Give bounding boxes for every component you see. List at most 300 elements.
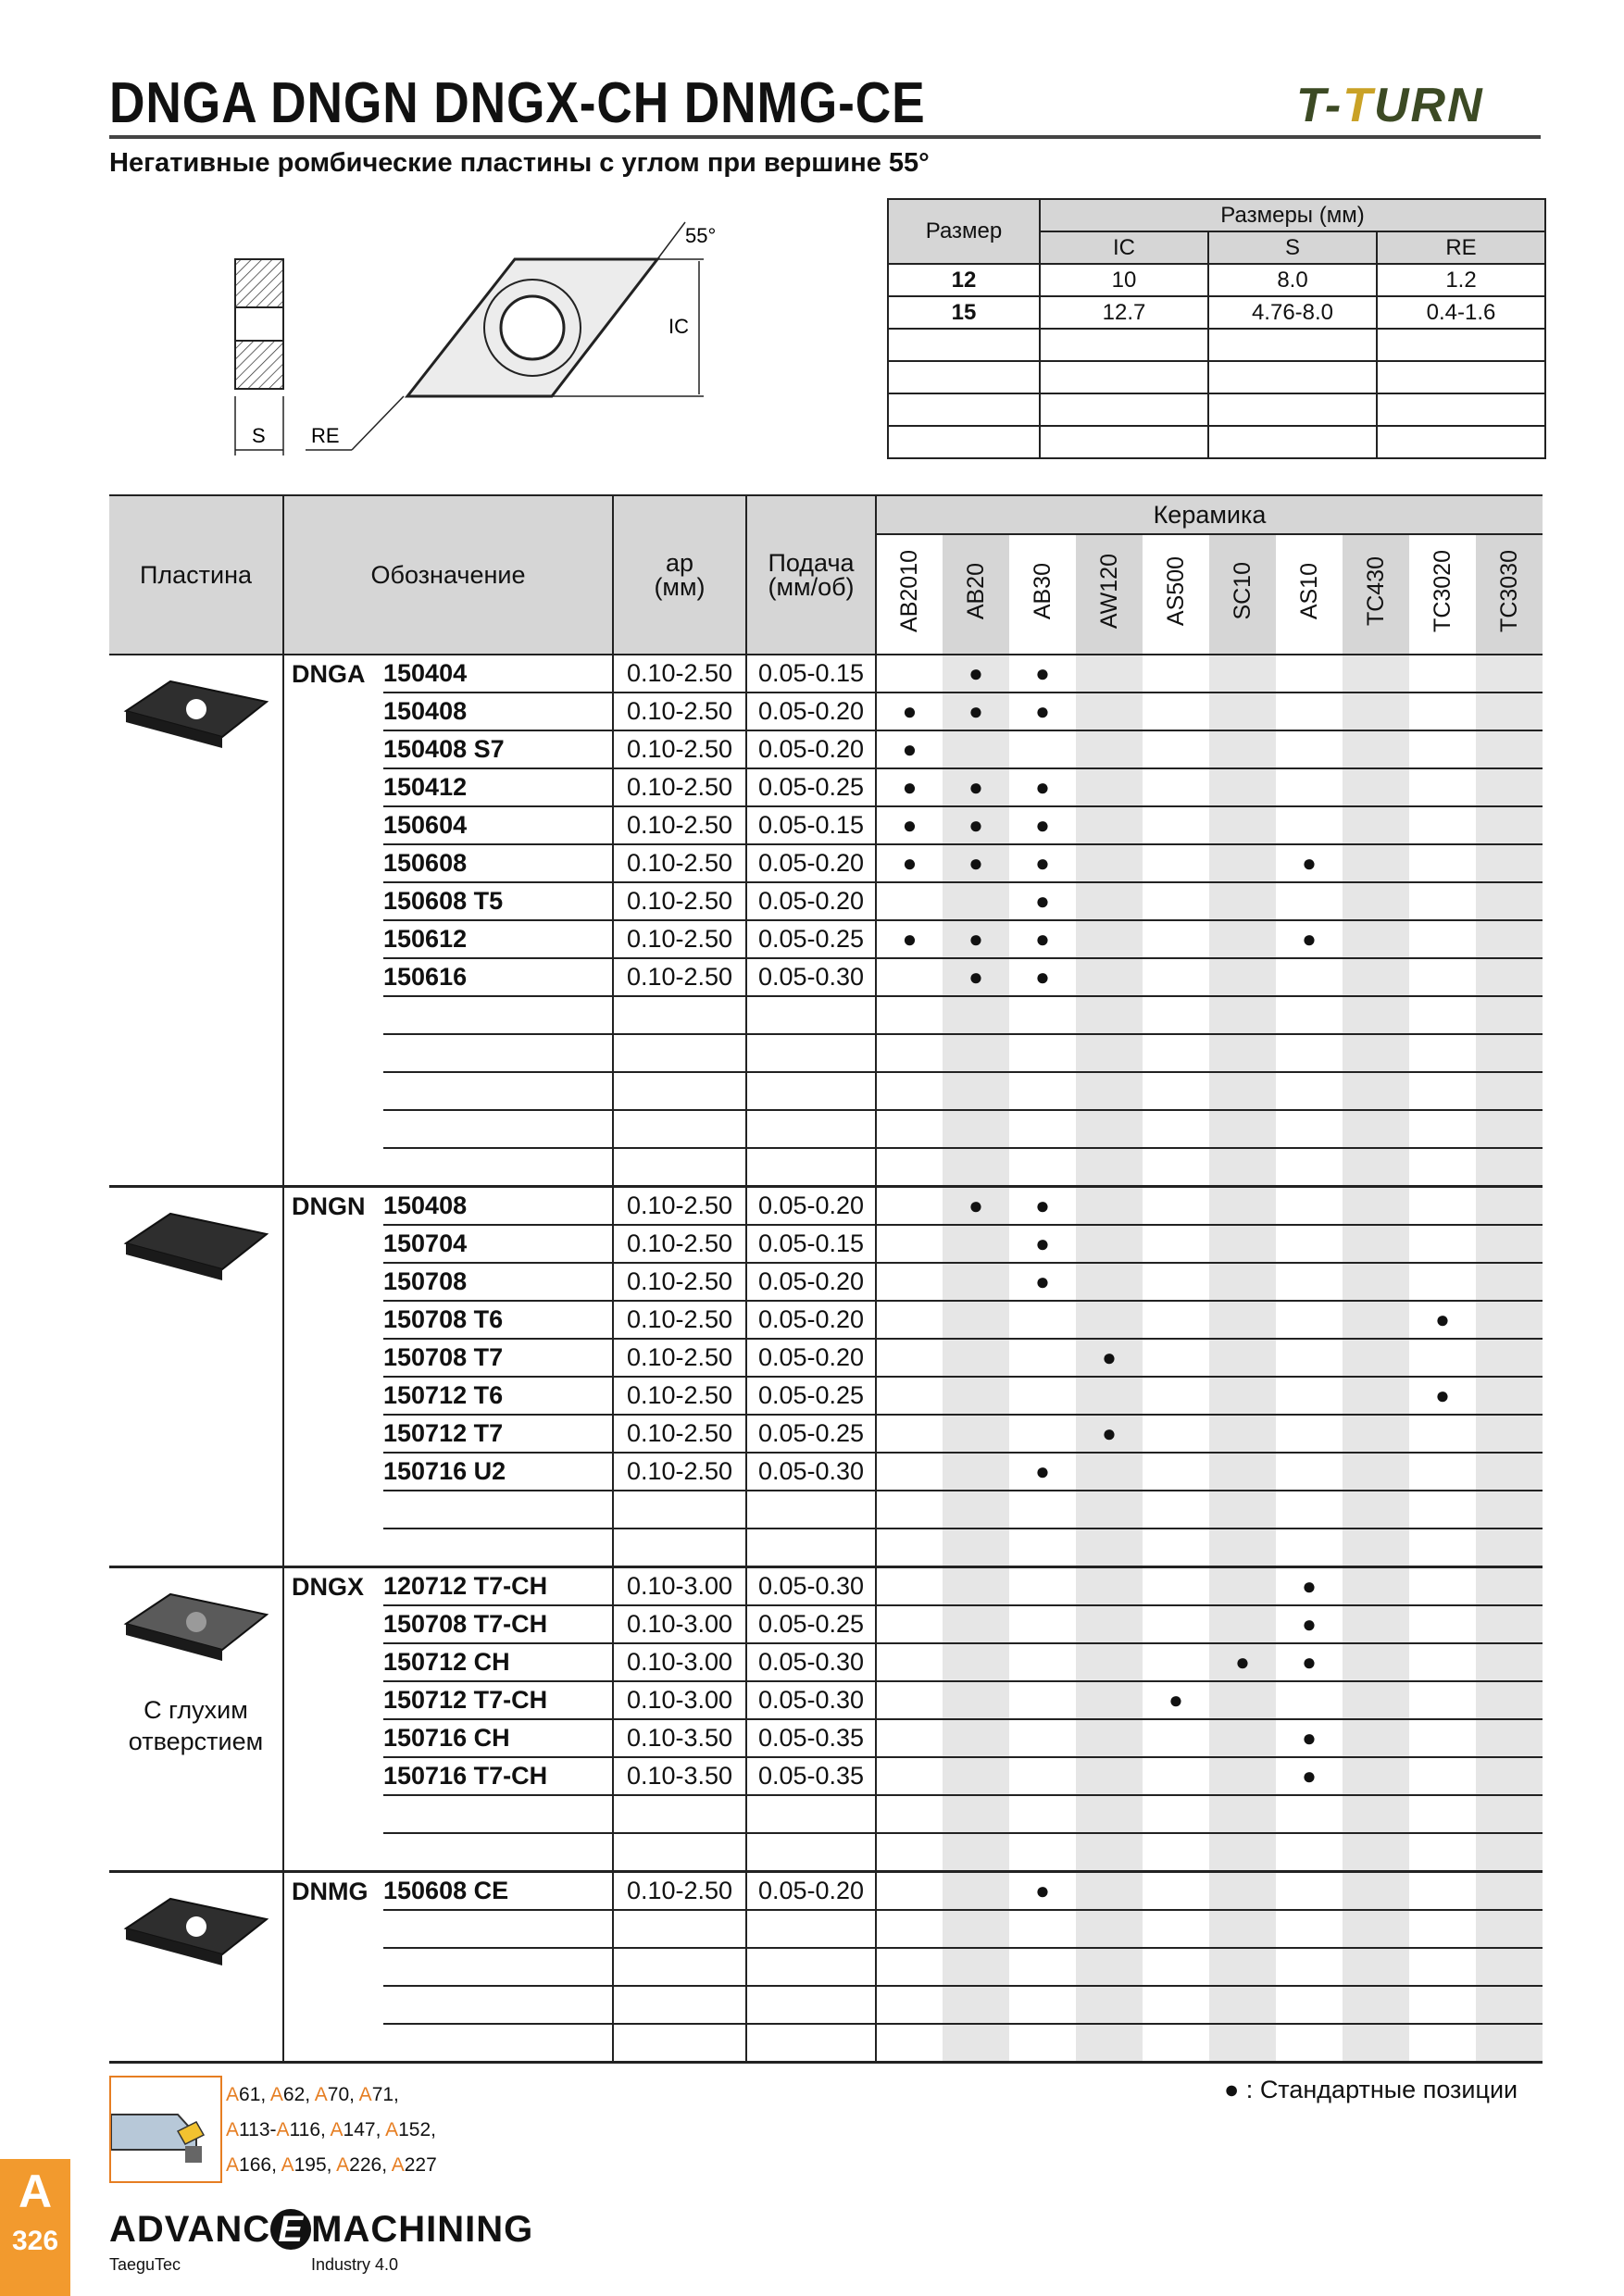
grade-cell-ab2010 (876, 1567, 943, 1606)
grade-cell-tc3030 (1476, 1529, 1543, 1567)
grade-cell-as10 (1276, 1491, 1343, 1529)
grade-cell-sc10 (1209, 768, 1276, 806)
grade-cell-ab20 (943, 1491, 1009, 1529)
grade-cell-ab2010 (876, 1034, 943, 1072)
dimensions-table (887, 198, 1546, 459)
dims-cell-ic (1040, 329, 1208, 361)
grade-cell-tc3030 (1476, 1415, 1543, 1453)
grade-cell-tc3020 (1409, 1148, 1476, 1187)
designation-cell: 150708 T6 (383, 1301, 613, 1339)
prefix-cell (283, 1263, 383, 1301)
grade-cell-tc430 (1343, 806, 1409, 844)
feed-cell: 0.05-0.25 (746, 920, 876, 958)
grade-cell-as500 (1143, 844, 1209, 882)
table-row (109, 1225, 1543, 1263)
refs-line-3: A166, A195, A226, A227 (226, 2154, 437, 2176)
grade-cell-as500 (1143, 1415, 1209, 1453)
designation-cell: 150408 S7 (383, 730, 613, 768)
ap-cell (613, 2024, 746, 2063)
standard-item-dot: ● (1076, 1339, 1143, 1377)
ref-page[interactable]: 147 (343, 2119, 376, 2140)
feed-cell: 0.05-0.20 (746, 1187, 876, 1226)
grade-cell-aw120 (1076, 1187, 1143, 1226)
grade-cell-ab20 (943, 1034, 1009, 1072)
grade-cell-tc3020 (1409, 1491, 1476, 1529)
grade-cell-ab20 (943, 1567, 1009, 1606)
refs-line-2: A113-A116, A147, A152, (226, 2119, 436, 2140)
side-view-hole (235, 307, 283, 341)
grade-cell-tc430 (1343, 1187, 1409, 1226)
grade-cell-as500 (1143, 958, 1209, 996)
table-row (109, 806, 1543, 844)
feed-cell: 0.05-0.20 (746, 1872, 876, 1911)
grade-cell-tc3020 (1409, 768, 1476, 806)
re-label: RE (311, 424, 340, 447)
ap-cell (613, 1795, 746, 1833)
grade-cell-ab2010 (876, 1415, 943, 1453)
grade-cell-sc10 (1209, 1719, 1276, 1757)
grade-cell-as10 (1276, 1833, 1343, 1872)
grade-header-sc10 (1209, 534, 1276, 655)
grade-cell-tc430 (1343, 1301, 1409, 1339)
footer-industry: Industry 4.0 (311, 2255, 399, 2274)
grade-cell-as500 (1143, 693, 1209, 730)
table-row (109, 1529, 1543, 1567)
inserts-table (109, 494, 1543, 2064)
table-row (109, 1833, 1543, 1872)
dims-cell-re (1377, 361, 1545, 393)
designation-cell: 150608 (383, 844, 613, 882)
grade-cell-tc430 (1343, 1263, 1409, 1301)
grade-cell-ab30 (1009, 1795, 1076, 1833)
grade-cell-tc3030 (1476, 996, 1543, 1034)
prefix-cell (283, 1529, 383, 1567)
grade-cell-as10 (1276, 1072, 1343, 1110)
grade-cell-ab30 (1009, 730, 1076, 768)
grade-cell-tc430 (1343, 693, 1409, 730)
grade-cell-ab20 (943, 1225, 1009, 1263)
grade-cell-ab20 (943, 1986, 1009, 2024)
insert-note: С глухим отверстием (128, 1696, 264, 1755)
designation-cell: 150712 T7-CH (383, 1681, 613, 1719)
grade-cell-as10 (1276, 1110, 1343, 1148)
ap-cell: 0.10-2.50 (613, 1225, 746, 1263)
grade-cell-tc430 (1343, 1453, 1409, 1491)
ref-letter: A (330, 2119, 344, 2140)
grade-cell-as500 (1143, 1719, 1209, 1757)
grade-cell-ab2010 (876, 1529, 943, 1567)
grade-cell-aw120 (1076, 882, 1143, 920)
designation-cell: 150716 U2 (383, 1453, 613, 1491)
grade-cell-ab2010 (876, 958, 943, 996)
ap-cell: 0.10-2.50 (613, 730, 746, 768)
designation-cell: 150408 (383, 1187, 613, 1226)
ap-cell: 0.10-3.00 (613, 1643, 746, 1681)
table-row (109, 1034, 1543, 1072)
brand-part-c: URN (1373, 79, 1484, 132)
grade-cell-as10 (1276, 958, 1343, 996)
grade-cell-tc3020 (1409, 996, 1476, 1034)
grade-cell-aw120 (1076, 1681, 1143, 1719)
grade-cell-tc3030 (1476, 920, 1543, 958)
standard-item-dot: ● (1276, 1643, 1343, 1681)
feed-cell (746, 1833, 876, 1872)
grade-cell-ab20 (943, 1110, 1009, 1148)
standard-item-dot: ● (1276, 1605, 1343, 1643)
grade-cell-sc10 (1209, 1757, 1276, 1795)
dims-cell-ic (1040, 393, 1208, 426)
grade-cell-aw120 (1076, 1491, 1143, 1529)
grade-cell-sc10 (1209, 1187, 1276, 1226)
grade-cell-tc3030 (1476, 1339, 1543, 1377)
table-row (109, 768, 1543, 806)
standard-item-dot: ● (1276, 920, 1343, 958)
grade-cell-as500 (1143, 920, 1209, 958)
grade-cell-as500 (1143, 1110, 1209, 1148)
feed-cell: 0.05-0.15 (746, 1225, 876, 1263)
prefix-cell (283, 958, 383, 996)
ref-page[interactable]: 166 (239, 2154, 272, 2176)
grade-cell-tc430 (1343, 730, 1409, 768)
ref-letter: A (314, 2084, 328, 2105)
grade-cell-aw120 (1076, 1377, 1143, 1415)
table-row (109, 1681, 1543, 1719)
grade-cell-aw120 (1076, 1719, 1143, 1757)
ref-page[interactable]: 227 (404, 2154, 437, 2176)
ap-cell: 0.10-2.50 (613, 1339, 746, 1377)
grade-cell-sc10 (1209, 882, 1276, 920)
grade-cell-ab20 (943, 1529, 1009, 1567)
grade-cell-ab2010 (876, 1377, 943, 1415)
ap-cell: 0.10-2.50 (613, 1453, 746, 1491)
ref-page[interactable]: 116 (289, 2119, 320, 2140)
grade-cell-ab20 (943, 1872, 1009, 1911)
grade-cell-tc430 (1343, 1567, 1409, 1606)
feed-cell: 0.05-0.30 (746, 1567, 876, 1606)
refs-line-1: A61, A62, A70, A71, (226, 2084, 399, 2105)
grade-cell-as500 (1143, 730, 1209, 768)
feed-cell: 0.05-0.30 (746, 1643, 876, 1681)
feed-cell: 0.05-0.30 (746, 958, 876, 996)
grade-header-aw120 (1076, 534, 1143, 655)
side-view-bottom-section (235, 341, 283, 389)
grade-cell-sc10 (1209, 2024, 1276, 2063)
feed-cell (746, 2024, 876, 2063)
dims-cell-size: 12 (888, 264, 1040, 296)
dims-cell-size (888, 329, 1040, 361)
insert-image-cell (109, 1187, 283, 1567)
grade-cell-ab30 (1009, 1301, 1076, 1339)
grade-cell-ab20 (943, 1453, 1009, 1491)
grade-cell-sc10 (1209, 1833, 1276, 1872)
designation-cell: 120712 T7-CH (383, 1567, 613, 1606)
prefix-cell (283, 1491, 383, 1529)
grade-cell-tc3030 (1476, 1833, 1543, 1872)
grade-cell-sc10 (1209, 1529, 1276, 1567)
designation-cell: 150612 (383, 920, 613, 958)
grade-cell-aw120 (1076, 1034, 1143, 1072)
prefix-cell (283, 1833, 383, 1872)
standard-item-dot: ● (1009, 768, 1076, 806)
footer-company: TaeguTec (109, 2255, 181, 2274)
grade-header-as500 (1143, 534, 1209, 655)
grade-cell-ab30 (1009, 1567, 1076, 1606)
dims-col-re: RE (1377, 231, 1545, 264)
grade-cell-ab20 (943, 1605, 1009, 1643)
standard-item-dot: ● (1009, 1263, 1076, 1301)
dims-cell-re (1377, 393, 1545, 426)
grade-cell-as10 (1276, 1377, 1343, 1415)
grade-cell-as10 (1276, 1948, 1343, 1986)
grade-cell-tc3030 (1476, 655, 1543, 693)
designation-cell: 150708 T7 (383, 1339, 613, 1377)
col-feed-header (746, 495, 876, 655)
grade-cell-ab20 (943, 882, 1009, 920)
prefix-cell (283, 1034, 383, 1072)
grade-cell-ab2010 (876, 1605, 943, 1643)
grade-label: AB2010 (896, 550, 922, 632)
designation-cell: 150604 (383, 806, 613, 844)
grade-cell-as500 (1143, 1301, 1209, 1339)
grade-cell-tc3020 (1409, 1948, 1476, 1986)
brand-part-a: T- (1296, 79, 1343, 132)
grade-cell-ab20 (943, 1301, 1009, 1339)
standard-item-dot: ● (1409, 1301, 1476, 1339)
dims-row (888, 329, 1545, 361)
col-designation-header: Обозначение (283, 495, 613, 655)
grade-cell-ab2010 (876, 1072, 943, 1110)
ref-letter: A (226, 2119, 240, 2140)
grade-cell-tc3020 (1409, 1187, 1476, 1226)
ref-page[interactable]: 70 (327, 2084, 350, 2105)
grade-cell-as500 (1143, 1757, 1209, 1795)
grade-cell-ab2010 (876, 655, 943, 693)
standard-item-dot: ● (1009, 1225, 1076, 1263)
col-ap-line1: ap (665, 549, 694, 577)
ap-cell (613, 1034, 746, 1072)
grade-cell-aw120 (1076, 958, 1143, 996)
grade-cell-aw120 (1076, 1453, 1143, 1491)
grade-cell-tc3020 (1409, 1986, 1476, 2024)
col-insert-header: Пластина (109, 495, 283, 655)
table-row (109, 1148, 1543, 1187)
dims-cell-size (888, 361, 1040, 393)
grade-cell-tc430 (1343, 1110, 1409, 1148)
grade-cell-as500 (1143, 1339, 1209, 1377)
ref-page[interactable]: 195 (294, 2154, 327, 2176)
ap-cell (613, 1910, 746, 1948)
grade-label: TC430 (1362, 555, 1389, 627)
grade-cell-sc10 (1209, 1910, 1276, 1948)
ap-cell: 0.10-2.50 (613, 1415, 746, 1453)
standard-item-dot: ● (1276, 1757, 1343, 1795)
grade-cell-aw120 (1076, 768, 1143, 806)
grade-cell-sc10 (1209, 1986, 1276, 2024)
designation-cell: 150404 (383, 655, 613, 693)
ap-cell: 0.10-2.50 (613, 1263, 746, 1301)
footer-logo (109, 2209, 533, 2251)
table-row (109, 1643, 1543, 1681)
ap-cell (613, 1986, 746, 2024)
feed-cell: 0.05-0.20 (746, 1301, 876, 1339)
grade-cell-tc3030 (1476, 1757, 1543, 1795)
dims-size-header: Размер (888, 199, 1040, 264)
ap-cell: 0.10-2.50 (613, 768, 746, 806)
grade-cell-as500 (1143, 882, 1209, 920)
ref-page[interactable]: 62 (282, 2084, 306, 2105)
grade-cell-aw120 (1076, 1757, 1143, 1795)
table-row (109, 882, 1543, 920)
grade-cell-tc430 (1343, 1986, 1409, 2024)
grade-cell-as10 (1276, 768, 1343, 806)
grade-cell-tc430 (1343, 1948, 1409, 1986)
feed-cell (746, 996, 876, 1034)
grade-cell-tc430 (1343, 1529, 1409, 1567)
ref-page[interactable]: 226 (349, 2154, 382, 2176)
ref-page[interactable]: 61 (239, 2084, 261, 2105)
ref-letter: A (358, 2084, 372, 2105)
designation-cell (383, 2024, 613, 2063)
grade-cell-tc3030 (1476, 844, 1543, 882)
grade-cell-ab30 (1009, 996, 1076, 1034)
grade-cell-tc3030 (1476, 730, 1543, 768)
grade-cell-tc3020 (1409, 1110, 1476, 1148)
prefix-cell (283, 806, 383, 844)
prefix-cell (283, 1453, 383, 1491)
standard-item-dot: ● (1009, 1872, 1076, 1911)
grade-cell-ab20 (943, 1948, 1009, 1986)
designation-cell: 150712 CH (383, 1643, 613, 1681)
grade-cell-tc3020 (1409, 655, 1476, 693)
standard-item-dot: ● (943, 806, 1009, 844)
grade-cell-as500 (1143, 1034, 1209, 1072)
grade-cell-tc3020 (1409, 693, 1476, 730)
prefix-cell (283, 730, 383, 768)
table-row (109, 1453, 1543, 1491)
grade-cell-tc3020 (1409, 806, 1476, 844)
brand-logo (1296, 78, 1484, 133)
dims-row (888, 361, 1545, 393)
section-letter: A (18, 2165, 53, 2217)
grade-cell-tc3020 (1409, 1225, 1476, 1263)
grade-cell-as10 (1276, 1263, 1343, 1301)
page-number: 326 (11, 2226, 59, 2256)
grade-cell-tc430 (1343, 1910, 1409, 1948)
toolholder-icon (109, 2076, 222, 2183)
grade-cell-aw120 (1076, 806, 1143, 844)
grade-cell-sc10 (1209, 1872, 1276, 1911)
dims-group-header: Размеры (мм) (1040, 199, 1545, 231)
ap-cell (613, 1529, 746, 1567)
standard-item-dot: ● (876, 693, 943, 730)
grade-cell-tc430 (1343, 1491, 1409, 1529)
grade-cell-ab30 (1009, 1339, 1076, 1377)
ref-page[interactable]: 113- (239, 2119, 277, 2140)
standard-item-dot: ● (1076, 1415, 1143, 1453)
designation-cell: 150704 (383, 1225, 613, 1263)
grade-cell-tc430 (1343, 1034, 1409, 1072)
feed-cell (746, 1034, 876, 1072)
insert-image-cell (109, 1872, 283, 2063)
grade-cell-tc430 (1343, 1225, 1409, 1263)
prefix-cell (283, 1225, 383, 1263)
ap-cell (613, 1948, 746, 1986)
ref-page[interactable]: 152 (398, 2119, 431, 2140)
grade-cell-as10 (1276, 1301, 1343, 1339)
feed-cell: 0.05-0.35 (746, 1719, 876, 1757)
grade-cell-as500 (1143, 996, 1209, 1034)
grade-cell-ab2010 (876, 1148, 943, 1187)
grade-cell-ab20 (943, 1263, 1009, 1301)
dims-cell-re (1377, 329, 1545, 361)
feed-cell: 0.05-0.25 (746, 1377, 876, 1415)
ap-cell: 0.10-2.50 (613, 806, 746, 844)
grade-cell-sc10 (1209, 655, 1276, 693)
grade-label: TC3030 (1495, 550, 1522, 632)
grade-cell-sc10 (1209, 1072, 1276, 1110)
standard-item-dot: ● (1009, 806, 1076, 844)
designation-cell (383, 996, 613, 1034)
grade-label: AW120 (1095, 553, 1122, 630)
ap-cell (613, 1072, 746, 1110)
grade-cell-tc3030 (1476, 1377, 1543, 1415)
dims-cell-ic (1040, 361, 1208, 393)
grade-cell-tc3030 (1476, 1491, 1543, 1529)
dims-cell-size (888, 426, 1040, 458)
dims-cell-ic: 12.7 (1040, 296, 1208, 329)
table-row (109, 1986, 1543, 2024)
grade-cell-ab2010 (876, 1872, 943, 1911)
prefix-cell (283, 1415, 383, 1453)
grade-cell-ab30 (1009, 1833, 1076, 1872)
grade-cell-as500 (1143, 1795, 1209, 1833)
feed-cell (746, 1491, 876, 1529)
brand-part-b: T (1343, 79, 1374, 132)
grade-cell-sc10 (1209, 1681, 1276, 1719)
ref-page[interactable]: 71 (371, 2084, 394, 2105)
grade-cell-ab30 (1009, 1757, 1076, 1795)
table-row (109, 1910, 1543, 1948)
grade-cell-as500 (1143, 1148, 1209, 1187)
grade-cell-ab20 (943, 1148, 1009, 1187)
standard-item-dot: ● (1009, 958, 1076, 996)
grade-cell-as10 (1276, 655, 1343, 693)
prefix-cell (283, 1948, 383, 1986)
grade-header-tc3030 (1476, 534, 1543, 655)
grade-cell-ab20 (943, 1681, 1009, 1719)
standard-item-dot: ● (943, 958, 1009, 996)
grade-label: AS500 (1162, 555, 1189, 627)
grade-cell-sc10 (1209, 1567, 1276, 1606)
inserts-body (109, 655, 1543, 2063)
grade-cell-as500 (1143, 1605, 1209, 1643)
grade-cell-ab30 (1009, 1986, 1076, 2024)
standard-item-dot: ● (943, 844, 1009, 882)
table-row (109, 1263, 1543, 1301)
grade-cell-as500 (1143, 1567, 1209, 1606)
dims-cell-size (888, 393, 1040, 426)
designation-cell (383, 1148, 613, 1187)
designation-cell (383, 1948, 613, 1986)
footer-logo-a: ADVANC (109, 2209, 271, 2250)
grade-cell-as500 (1143, 1377, 1209, 1415)
feed-cell: 0.05-0.20 (746, 1339, 876, 1377)
ap-cell: 0.10-2.50 (613, 958, 746, 996)
table-row (109, 1072, 1543, 1110)
table-row (109, 693, 1543, 730)
grade-cell-tc3030 (1476, 1910, 1543, 1948)
ap-cell: 0.10-2.50 (613, 1377, 746, 1415)
